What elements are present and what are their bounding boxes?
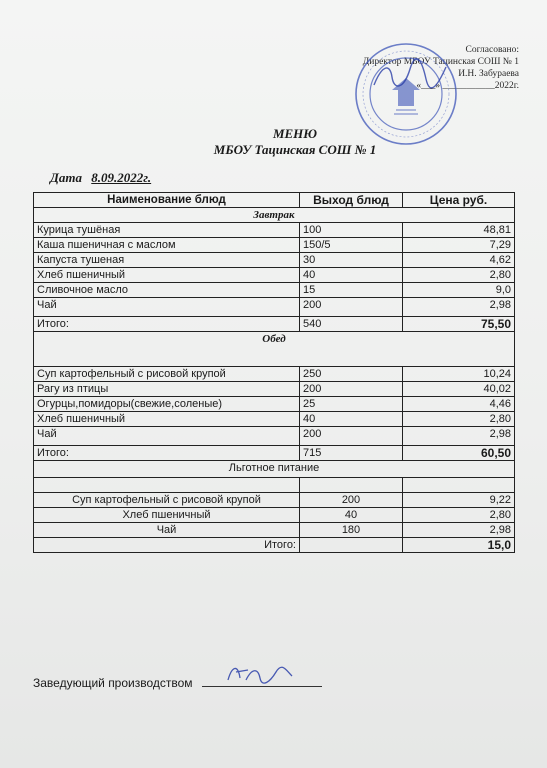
table-row <box>34 238 515 253</box>
footer <box>33 674 322 690</box>
manager-signature-icon <box>224 662 294 686</box>
dish-name: Суп картофельный с рисовой крупой <box>34 493 300 508</box>
dish-portion: 40 <box>300 412 403 427</box>
approval-line-4: «___» ___________2022г. <box>416 81 519 91</box>
dish-portion: 25 <box>300 397 403 412</box>
section-breakfast <box>34 208 515 223</box>
dish-price: 4,62 <box>403 253 515 268</box>
table-row <box>34 283 515 298</box>
preferential-total-row <box>34 538 515 553</box>
dish-portion: 200 <box>300 427 403 446</box>
table-row <box>34 508 515 523</box>
dish-portion: 100 <box>300 223 403 238</box>
approval-line-2: Директор МБОУ Тацинская СОШ № 1 <box>362 57 519 67</box>
breakfast-total-row <box>34 317 515 332</box>
total-price: 75,50 <box>403 317 515 332</box>
table-row <box>34 427 515 446</box>
dish-name: Курица тушёная <box>34 223 300 238</box>
dish-portion: 250 <box>300 367 403 382</box>
dish-name: Капуста тушеная <box>34 253 300 268</box>
total-portion: 540 <box>300 317 403 332</box>
dish-price: 10,24 <box>403 367 515 382</box>
table-row <box>34 382 515 397</box>
dish-portion: 40 <box>300 508 403 523</box>
dish-price: 4,46 <box>403 397 515 412</box>
total-label: Итого: <box>34 446 300 461</box>
dish-price: 7,29 <box>403 238 515 253</box>
date-label: Дата <box>50 170 82 185</box>
director-signature-icon <box>370 55 450 95</box>
menu-title: МЕНЮ <box>272 126 318 141</box>
table-row <box>34 412 515 427</box>
spacer-row <box>34 478 515 493</box>
total-label: Итого: <box>34 317 300 332</box>
dish-name: Рагу из птицы <box>34 382 300 397</box>
date-line <box>50 170 151 186</box>
approval-line-3: И.Н. Забураева <box>458 69 519 79</box>
table-row <box>34 298 515 317</box>
dish-price: 40,02 <box>403 382 515 397</box>
total-price: 15,0 <box>403 538 515 553</box>
dish-portion: 180 <box>300 523 403 538</box>
dish-portion: 200 <box>300 298 403 317</box>
dish-portion: 200 <box>300 382 403 397</box>
total-label: Итого: <box>34 538 300 553</box>
dish-name: Хлеб пшеничный <box>34 412 300 427</box>
dish-price: 48,81 <box>403 223 515 238</box>
dish-name: Огурцы,помидоры(свежие,соленые) <box>34 397 300 412</box>
section-lunch-title: Обед <box>34 332 515 367</box>
table-row <box>34 367 515 382</box>
approval-line-1: Согласовано: <box>465 45 519 55</box>
dish-name: Чай <box>34 523 300 538</box>
dish-portion: 30 <box>300 253 403 268</box>
dish-name: Суп картофельный с рисовой крупой <box>34 367 300 382</box>
school-title: МБОУ Тацинская СОШ № 1 <box>213 142 377 157</box>
table-row <box>34 523 515 538</box>
total-price: 60,50 <box>403 446 515 461</box>
menu-table <box>33 192 515 553</box>
signature-line <box>202 674 322 687</box>
dish-name: Хлеб пшеничный <box>34 268 300 283</box>
footer-label: Заведующий производством <box>33 676 193 690</box>
section-breakfast-title: Завтрак <box>34 208 515 223</box>
dish-portion: 40 <box>300 268 403 283</box>
table-row <box>34 397 515 412</box>
table-header <box>34 193 515 208</box>
dish-price: 2,98 <box>403 523 515 538</box>
lunch-total-row <box>34 446 515 461</box>
header-dish: Наименование блюд <box>34 193 300 208</box>
dish-name: Каша пшеничная с маслом <box>34 238 300 253</box>
header-portion: Выход блюд <box>300 193 403 208</box>
dish-price: 2,80 <box>403 412 515 427</box>
dish-price: 2,98 <box>403 427 515 446</box>
dish-price: 2,80 <box>403 508 515 523</box>
dish-price: 9,22 <box>403 493 515 508</box>
section-preferential-title: Льготное питание <box>34 461 515 478</box>
date-value: 8.09.2022г. <box>91 170 152 185</box>
dish-name: Чай <box>34 298 300 317</box>
dish-name: Чай <box>34 427 300 446</box>
total-portion <box>300 538 403 553</box>
dish-price: 2,98 <box>403 298 515 317</box>
table-row <box>34 223 515 238</box>
dish-name: Сливочное масло <box>34 283 300 298</box>
dish-portion: 200 <box>300 493 403 508</box>
dish-portion: 15 <box>300 283 403 298</box>
section-preferential <box>34 461 515 478</box>
table-row <box>34 253 515 268</box>
table-row <box>34 268 515 283</box>
total-portion: 715 <box>300 446 403 461</box>
table-row <box>34 493 515 508</box>
dish-portion: 150/5 <box>300 238 403 253</box>
dish-price: 9,0 <box>403 283 515 298</box>
section-lunch <box>34 332 515 367</box>
header-price: Цена руб. <box>403 193 515 208</box>
dish-name: Хлеб пшеничный <box>34 508 300 523</box>
dish-price: 2,80 <box>403 268 515 283</box>
